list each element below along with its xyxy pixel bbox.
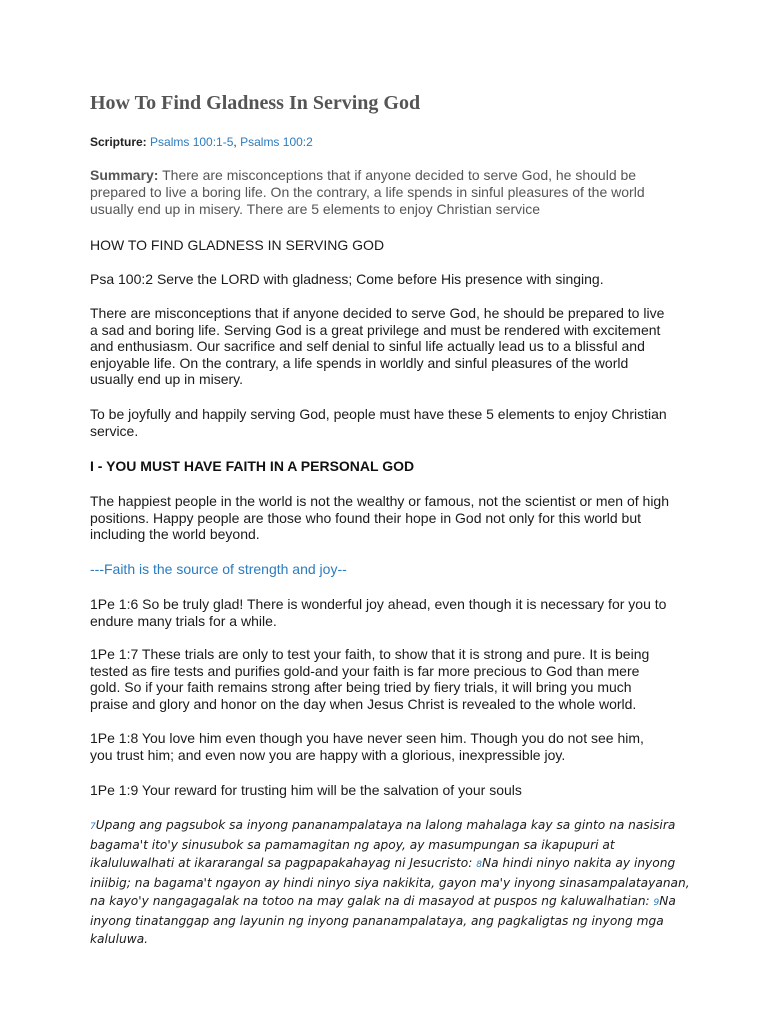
- paragraph-five-elements: To be joyfully and happily serving God, people must have these 5 elements to enjoy Christian service.: [90, 406, 667, 439]
- verse-1pe-1-8: 1Pe 1:8 You love him even though you have never seen him. Though you do not see him, you trust him; and even now you are happy with a glorious, inexpressible joy.: [90, 730, 644, 763]
- verse-number-7: 7: [90, 822, 96, 832]
- scripture-separator: ,: [233, 135, 237, 149]
- section-heading-faith: I - YOU MUST HAVE FAITH IN A PERSONAL GOD: [90, 458, 415, 474]
- faith-subheading: ---Faith is the source of strength and joy--: [90, 561, 347, 577]
- verse-1pe-1-7: 1Pe 1:7 These trials are only to test your faith, to show that it is strong and pure. It is being tested as fire tests and purifies gold-and your faith is far more precious to God than mere gold. So if your faith remains strong after being tried by fiery trials, it will bring you much praise and glory and honor on the day when Jesus Christ is revealed to the whole world.: [90, 646, 650, 712]
- verse-number-8: 8: [476, 860, 482, 870]
- verse-number-9: 9: [653, 898, 660, 908]
- summary: [90, 167, 670, 218]
- verse-1pe-1-9: 1Pe 1:9 Your reward for trusting him will be the salvation of your souls: [90, 782, 522, 798]
- summary-label: Summary:: [90, 167, 159, 183]
- tagalog-verse-8: Na hindi ninyo nakita ay inyong iniibig; na bagama't ngayon ay hindi ninyo siya nakikita, gayon ma'y inyong sinasampalatayanan, na kayo'y nangagagalak na totoo na may galak na di masayod at puspos ng kaluwalhatian:: [90, 856, 690, 908]
- tagalog-verse-7: Upang ang pagsubok sa inyong pananampalataya na lalong mahalaga kay sa ginto na nasisira bagama't ito'y sinusubok sa pamamagitan ng apoy, ay masumpungan sa ikapupuri at ikaluluwalhati at ikararangal sa pagpapakahayag ni Jesucristo:: [90, 818, 676, 870]
- page-title: How To Find Gladness In Serving God: [90, 92, 421, 114]
- paragraph-misconceptions: There are misconceptions that if anyone decided to serve God, he should be prepared to live a sad and boring life. Serving God is a great privilege and must be rendered with excitement and enthusiasm. Our sacrifice and self denial to sinful life actually lead us to a blissful and enjoyable life. On the contrary, a life spends in worldly and sinful pleasures of the world usually end up in misery.: [90, 305, 665, 387]
- verse-1pe-1-6: 1Pe 1:6 So be truly glad! There is wonderful joy ahead, even though it is necessary for you to endure many trials for a while.: [90, 596, 667, 629]
- scripture-line: [90, 135, 313, 149]
- summary-text: There are misconceptions that if anyone decided to serve God, he should be prepared to live a boring life. On the contrary, a life spends in sinful pleasures of the world usually end up in misery. There are 5 elements to enjoy Christian service: [90, 167, 645, 217]
- scripture-link-2[interactable]: Psalms 100:2: [240, 135, 313, 149]
- caps-heading: HOW TO FIND GLADNESS IN SERVING GOD: [90, 237, 385, 253]
- tagalog-passage: [90, 816, 690, 948]
- scripture-link-1[interactable]: Psalms 100:1-5: [150, 135, 234, 149]
- paragraph-happiest-people: The happiest people in the world is not the wealthy or famous, not the scientist or men of high positions. Happy people are those who found their hope in God not only for this world but including the world beyond.: [90, 493, 669, 542]
- verse-psa-100-2: Psa 100:2 Serve the LORD with gladness; Come before His presence with singing.: [90, 271, 604, 287]
- scripture-label: Scripture:: [90, 135, 147, 149]
- tagalog-verse-9: Na inyong tinatanggap ang layunin ng inyong pananampalataya, ang pagkaligtas ng inyong mga kaluluwa.: [90, 894, 676, 946]
